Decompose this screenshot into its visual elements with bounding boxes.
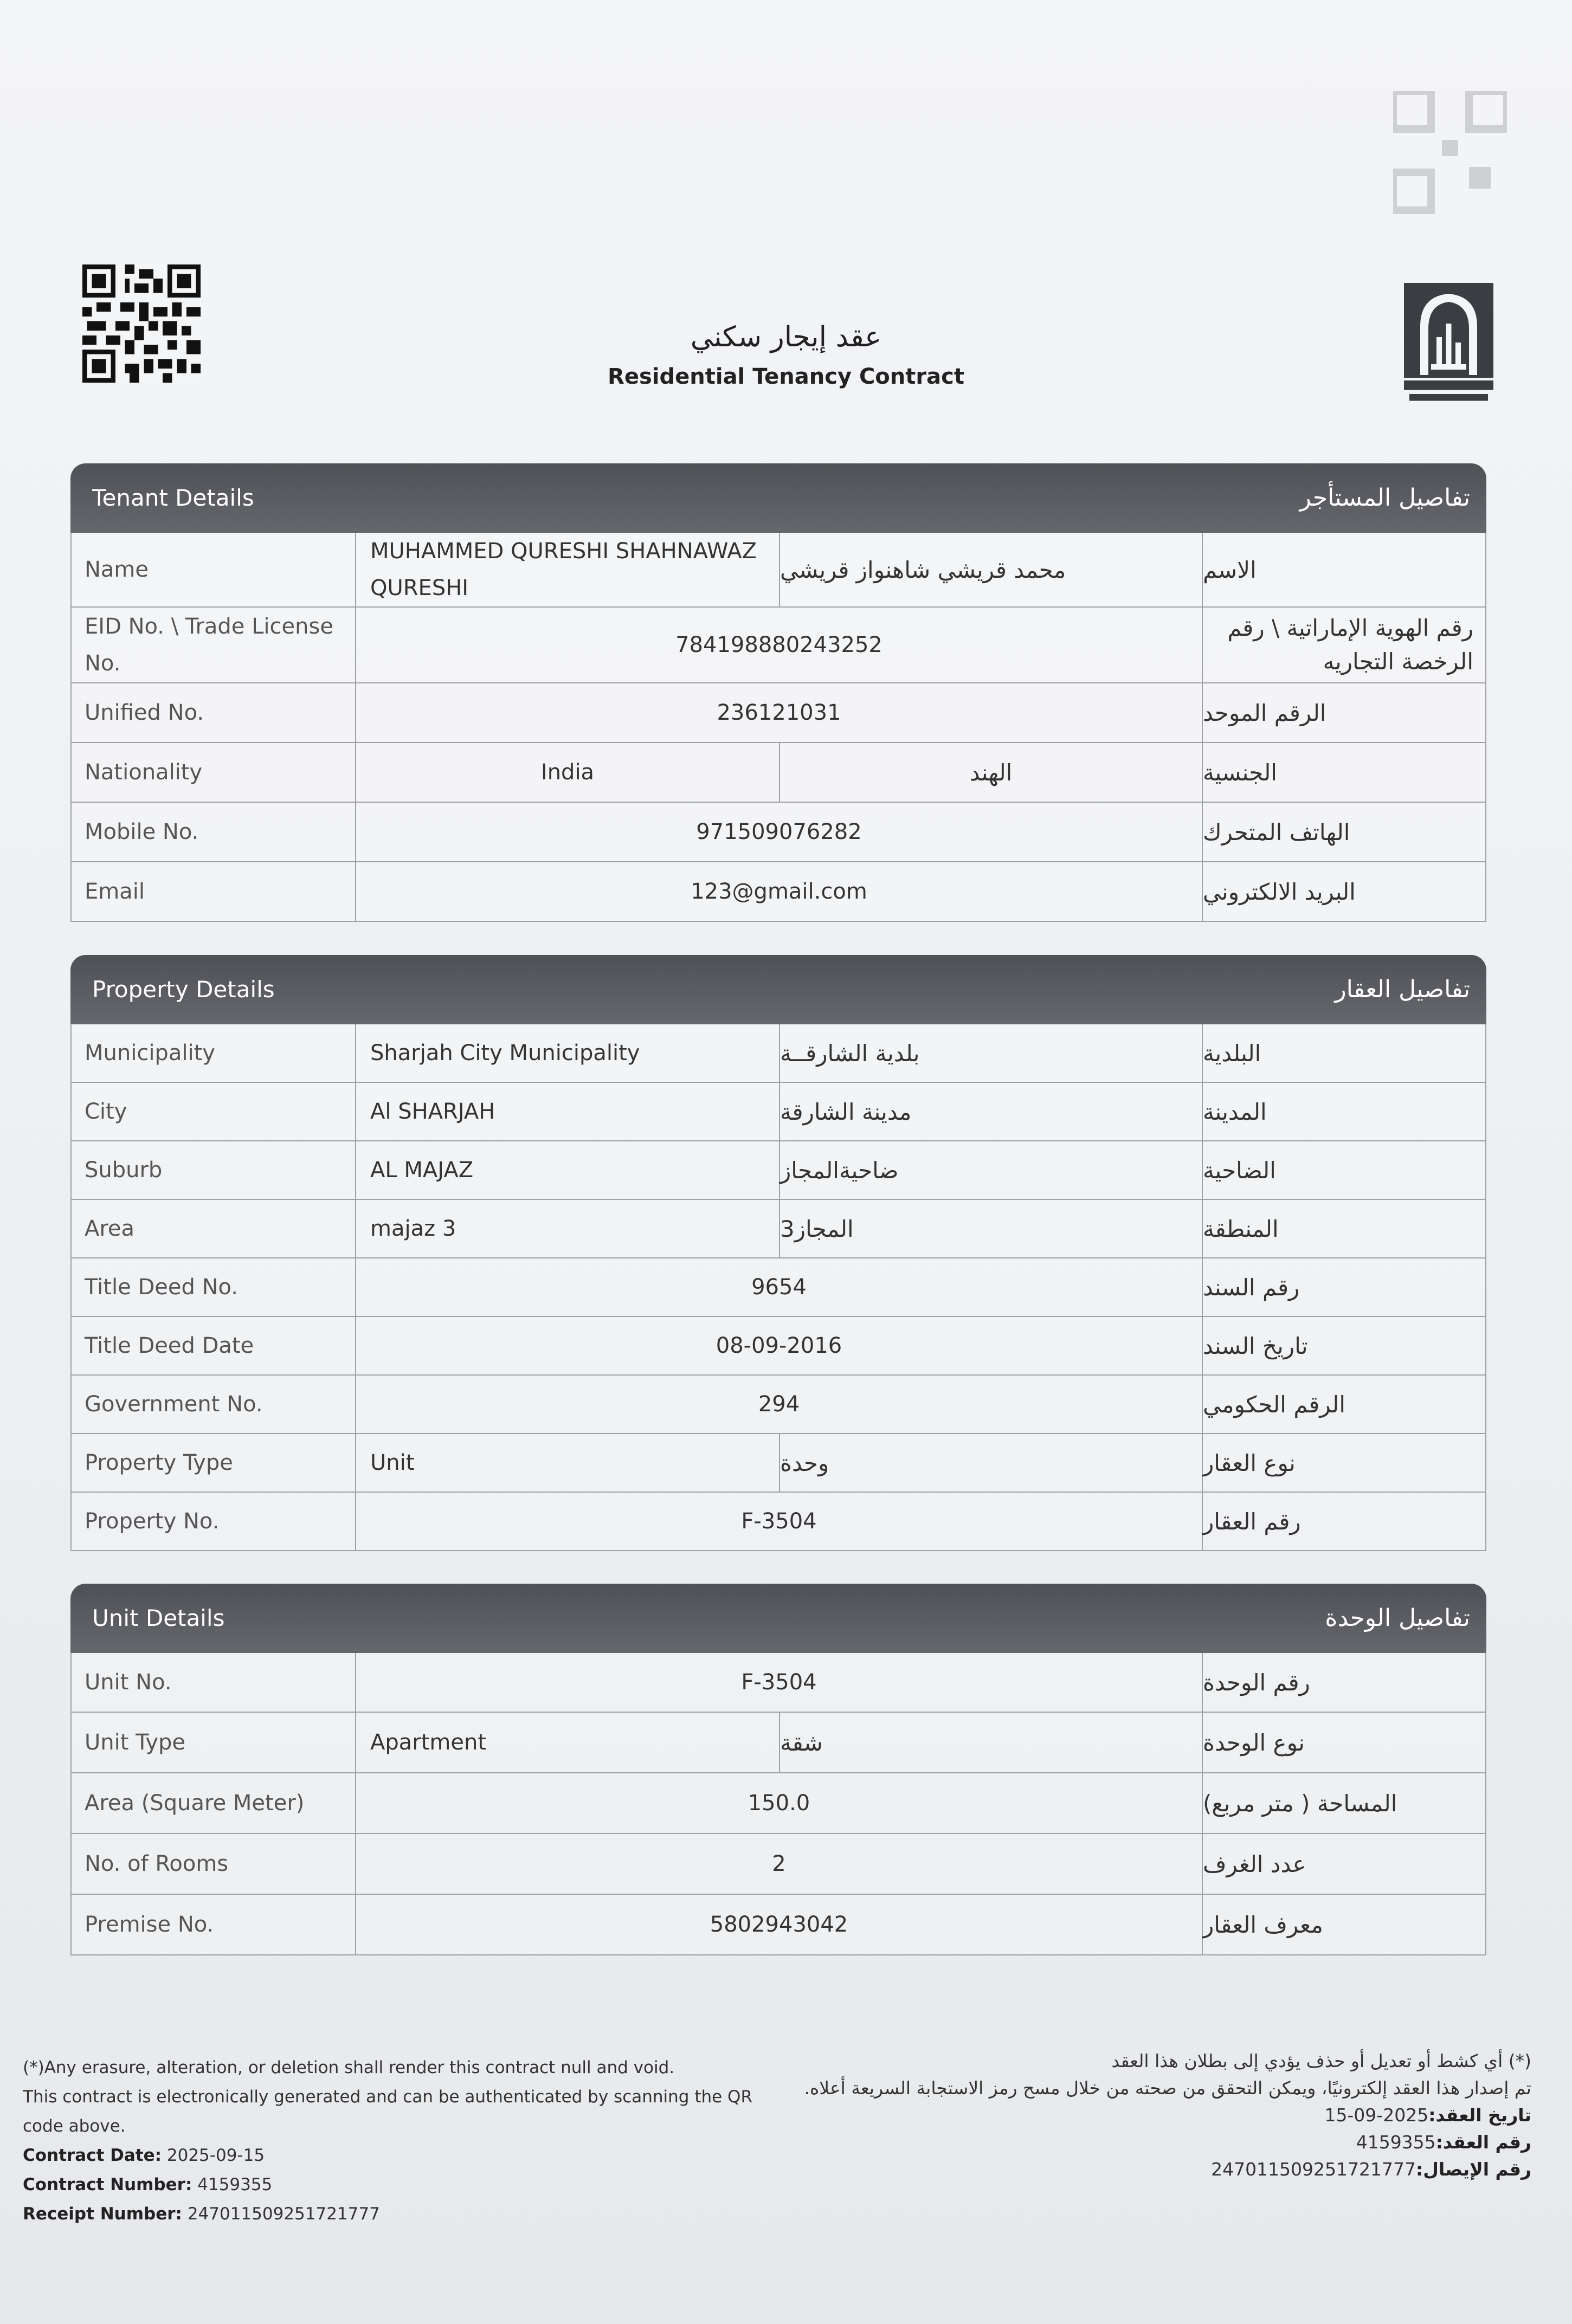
field-label: No. of Rooms [72,1834,356,1894]
field-label-ar: الضاحية [1203,1157,1276,1184]
property-municipality-ar: بلدية الشارقــة [780,1024,1203,1082]
unit-rooms-row [70,1834,1486,1895]
receipt-number-label-ar: رقم الإيصال: [1416,2159,1531,2180]
unit-area-row [70,1773,1486,1834]
unit-no-value: F-3504 [356,1653,1203,1712]
authentication-note-en: This contract is electronically generated and can be authenticated by scanning the QR code above. [23,2087,752,2136]
authentication-note-ar: تم إصدار هذا العقد إلكترونيًا، ويمكن التحقق من صحته من خلال مسح رمز الاستجابة السريعة أعلاه. [804,2077,1531,2099]
tenant-unified-value: 236121031 [356,683,1203,742]
field-label-ar: الرقم الموحد [1203,699,1326,726]
field-label-ar: المساحة ( متر مربع) [1203,1790,1397,1817]
contract-date-line-en [23,2141,782,2170]
property-government-no-row [70,1376,1486,1434]
field-label-ar: الهاتف المتحرك [1203,818,1350,845]
field-label: Mobile No. [72,803,356,861]
field-label: Area (Square Meter) [72,1773,356,1833]
field-label-ar: الرقم الحكومي [1203,1391,1345,1418]
faded-qr-code-icon [1393,91,1507,216]
field-label: Municipality [72,1024,356,1082]
field-label-ar: عدد الغرف [1203,1850,1306,1877]
field-label-ar: البريد الالكتروني [1203,878,1356,905]
field-label-ar: تاريخ السند [1203,1332,1308,1359]
property-details-header [70,955,1486,1024]
field-label: Email [72,862,356,921]
sharjah-municipality-emblem-icon [1404,283,1493,405]
contract-number-label-en: Contract Number: [23,2175,192,2194]
unit-details-section [70,1584,1486,1955]
unit-type-en: Apartment [356,1713,780,1772]
property-municipality-en: Sharjah City Municipality [356,1024,780,1082]
field-label-ar: رقم العقار [1203,1508,1301,1535]
property-title-deed-no-value: 9654 [356,1258,1203,1316]
tenant-details-heading-ar: تفاصيل المستأجر [1299,484,1470,512]
field-label: Nationality [72,743,356,802]
title-arabic: عقد إيجار سكني [690,321,882,353]
contract-number-line-en [23,2170,782,2199]
property-municipality-row [70,1024,1486,1083]
field-label-ar: المنطقة [1203,1215,1279,1242]
field-label: Unified No. [72,683,356,742]
footer-arabic [800,2048,1531,2183]
property-area-en: majaz 3 [356,1200,780,1257]
field-label: Title Deed No. [72,1258,356,1316]
field-label-ar: المدينة [1203,1098,1267,1125]
tenant-name-en: MUHAMMED QURESHI SHAHNAWAZ QURESHI [356,533,780,606]
unit-details-heading-ar: تفاصيل الوحدة [1325,1604,1470,1632]
tenant-details-section [70,463,1486,922]
disclaimer-en: (*)Any erasure, alteration, or deletion shall render this contract null and void. [23,2058,675,2077]
field-label: Area [72,1200,356,1257]
field-label: Premise No. [72,1895,356,1954]
unit-details-header [70,1584,1486,1653]
tenant-mobile-row [70,803,1486,862]
property-title-deed-no-row [70,1258,1486,1317]
disclaimer-ar: (*) أي كشط أو تعديل أو حذف يؤدي إلى بطلان هذا العقد [1111,2050,1531,2071]
contract-number-value-ar: 4159355 [1356,2132,1436,2153]
receipt-number-line-en [23,2199,782,2229]
field-label: Unit No. [72,1653,356,1712]
contract-date-value-en: 2025-09-15 [166,2146,265,2165]
field-label: City [72,1083,356,1140]
tenant-unified-row [70,683,1486,743]
field-label: Name [72,533,356,606]
tenant-eid-value: 784198880243252 [356,608,1203,682]
receipt-number-value-en: 247011509251721777 [187,2204,380,2224]
property-suburb-ar: ضاحيةالمجاز [780,1141,1203,1199]
unit-premise-value: 5802943042 [356,1895,1203,1954]
contract-number-value-en: 4159355 [197,2175,273,2194]
property-details-heading-ar: تفاصيل العقار [1335,976,1470,1003]
contract-date-value-ar: 2025-09-15 [1324,2104,1429,2126]
property-no-value: F-3504 [356,1493,1203,1550]
contract-date-label-en: Contract Date: [23,2146,162,2165]
property-suburb-en: AL MAJAZ [356,1141,780,1199]
tenant-email-row [70,862,1486,922]
property-government-no-value: 294 [356,1376,1203,1433]
receipt-number-line-ar [800,2156,1531,2183]
field-label-ar: رقم الوحدة [1203,1669,1310,1696]
property-type-ar: وحدة [780,1434,1203,1492]
receipt-number-value-ar: 247011509251721777 [1211,2159,1416,2180]
tenant-name-ar: محمد قريشي شاهنواز قريشي [780,533,1203,606]
property-city-row [70,1083,1486,1141]
tenant-eid-row [70,608,1486,683]
property-area-row [70,1200,1486,1258]
tenant-name-row [70,533,1486,608]
field-label-ar: نوع الوحدة [1203,1729,1305,1756]
tenant-mobile-value: 971509076282 [356,803,1203,861]
unit-type-ar: شقة [780,1713,1203,1772]
property-type-en: Unit [356,1434,780,1492]
property-type-row [70,1434,1486,1493]
field-label-ar: البلدية [1203,1040,1261,1067]
contract-date-label-ar: تاريخ العقد: [1428,2104,1531,2126]
property-title-deed-date-row [70,1317,1486,1376]
field-label: Unit Type [72,1713,356,1772]
property-details-heading-en: Property Details [92,976,275,1003]
property-city-en: Al SHARJAH [356,1083,780,1140]
field-label: EID No. \ Trade License No. [72,608,356,682]
unit-area-value: 150.0 [356,1773,1203,1833]
property-title-deed-date-value: 08-09-2016 [356,1317,1203,1374]
field-label-ar: رقم السند [1203,1274,1300,1301]
property-no-row [70,1493,1486,1551]
field-label-ar: الجنسية [1203,759,1277,786]
field-label-ar: معرف العقار [1203,1911,1323,1938]
unit-details-heading-en: Unit Details [92,1605,225,1631]
footer-english [23,2053,782,2229]
tenant-nationality-ar: الهند [780,743,1203,802]
tenant-details-header [70,463,1486,533]
tenant-email-value: 123@gmail.com [356,862,1203,921]
field-label: Suburb [72,1141,356,1199]
qr-code-icon [82,261,201,386]
contract-date-line-ar [800,2102,1531,2129]
field-label-ar: رقم الهوية الإماراتية \ رقم الرخصة التجاريه [1227,615,1473,675]
tenant-nationality-row [70,743,1486,803]
title-english: Residential Tenancy Contract [608,364,964,389]
property-suburb-row [70,1141,1486,1200]
unit-rooms-value: 2 [356,1834,1203,1894]
unit-no-row [70,1653,1486,1713]
field-label: Title Deed Date [72,1317,356,1374]
field-label-ar: نوع العقار [1203,1449,1296,1476]
tenant-nationality-en: India [356,743,780,802]
contract-number-label-ar: رقم العقد: [1435,2132,1531,2153]
property-details-section [70,955,1486,1551]
field-label: Property Type [72,1434,356,1492]
unit-premise-row [70,1895,1486,1955]
contract-number-line-ar [800,2129,1531,2156]
unit-type-row [70,1713,1486,1773]
property-city-ar: مدينة الشارقة [780,1083,1203,1140]
property-area-ar: المجاز3 [780,1200,1203,1257]
field-label-ar: الاسم [1203,556,1257,583]
receipt-number-label-en: Receipt Number: [23,2204,182,2224]
field-label: Government No. [72,1376,356,1433]
tenant-details-heading-en: Tenant Details [92,485,254,511]
field-label: Property No. [72,1493,356,1550]
